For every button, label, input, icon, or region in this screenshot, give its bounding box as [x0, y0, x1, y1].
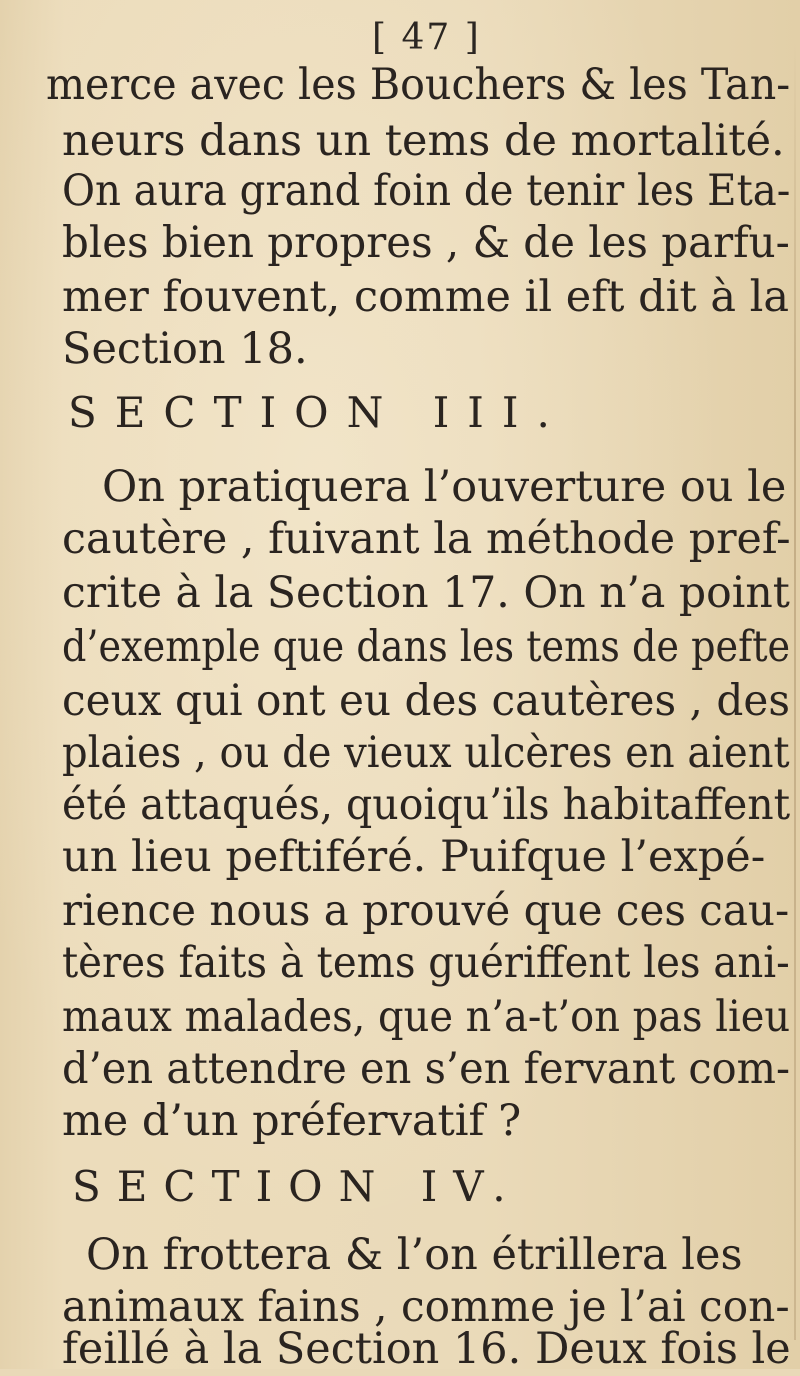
text-line: neurs dans un tems de mortalité. — [62, 116, 785, 166]
text-line: d’en attendre en s’en fervant com- — [62, 1044, 791, 1094]
page-number: [ 47 ] — [372, 17, 481, 58]
text-line: cautère , fuivant la méthode pref- — [62, 514, 791, 564]
text-line: On pratiquera l’ouverture ou le — [102, 462, 787, 512]
text-line: tères faits à tems guériffent les ani- — [62, 938, 790, 988]
text-line: mer fouvent, comme il eft dit à la — [62, 272, 790, 322]
text-line: crite à la Section 17. On n’a point — [62, 568, 790, 618]
text-line: merce avec les Bouchers & les Tan- — [46, 60, 791, 110]
text-line: feillé à la Section 16. Deux fois le — [62, 1324, 791, 1374]
text-line: me d’un préfervatif ? — [62, 1096, 522, 1146]
text-line: d’exemple que dans les tems de pefte — [62, 622, 791, 672]
text-line: animaux fains , comme je l’ai con- — [62, 1282, 790, 1332]
text-line: On aura grand foin de tenir les Eta- — [62, 166, 791, 216]
text-line: plaies , ou de vieux ulcères en aient — [62, 728, 790, 778]
text-line: ceux qui ont eu des cautères , des — [62, 676, 790, 726]
text-line: un lieu peftiféré. Puifque l’expé- — [62, 832, 766, 882]
text-line: rience nous a prouvé que ces cau- — [62, 886, 790, 936]
text-line: On frottera & l’on étrillera les — [86, 1230, 743, 1280]
text-line: bles bien propres , & de les parfu- — [62, 218, 790, 268]
section-heading: SECTION III. — [68, 388, 568, 437]
section-heading: SECTION IV. — [72, 1162, 522, 1211]
page-edge-shadow — [794, 40, 796, 1340]
text-line: été attaqués, quoiqu’ils habitaffent — [62, 780, 791, 830]
text-line: maux malades, que n’a-t’on pas lieu — [62, 992, 791, 1042]
text-line: Section 18. — [62, 324, 308, 374]
